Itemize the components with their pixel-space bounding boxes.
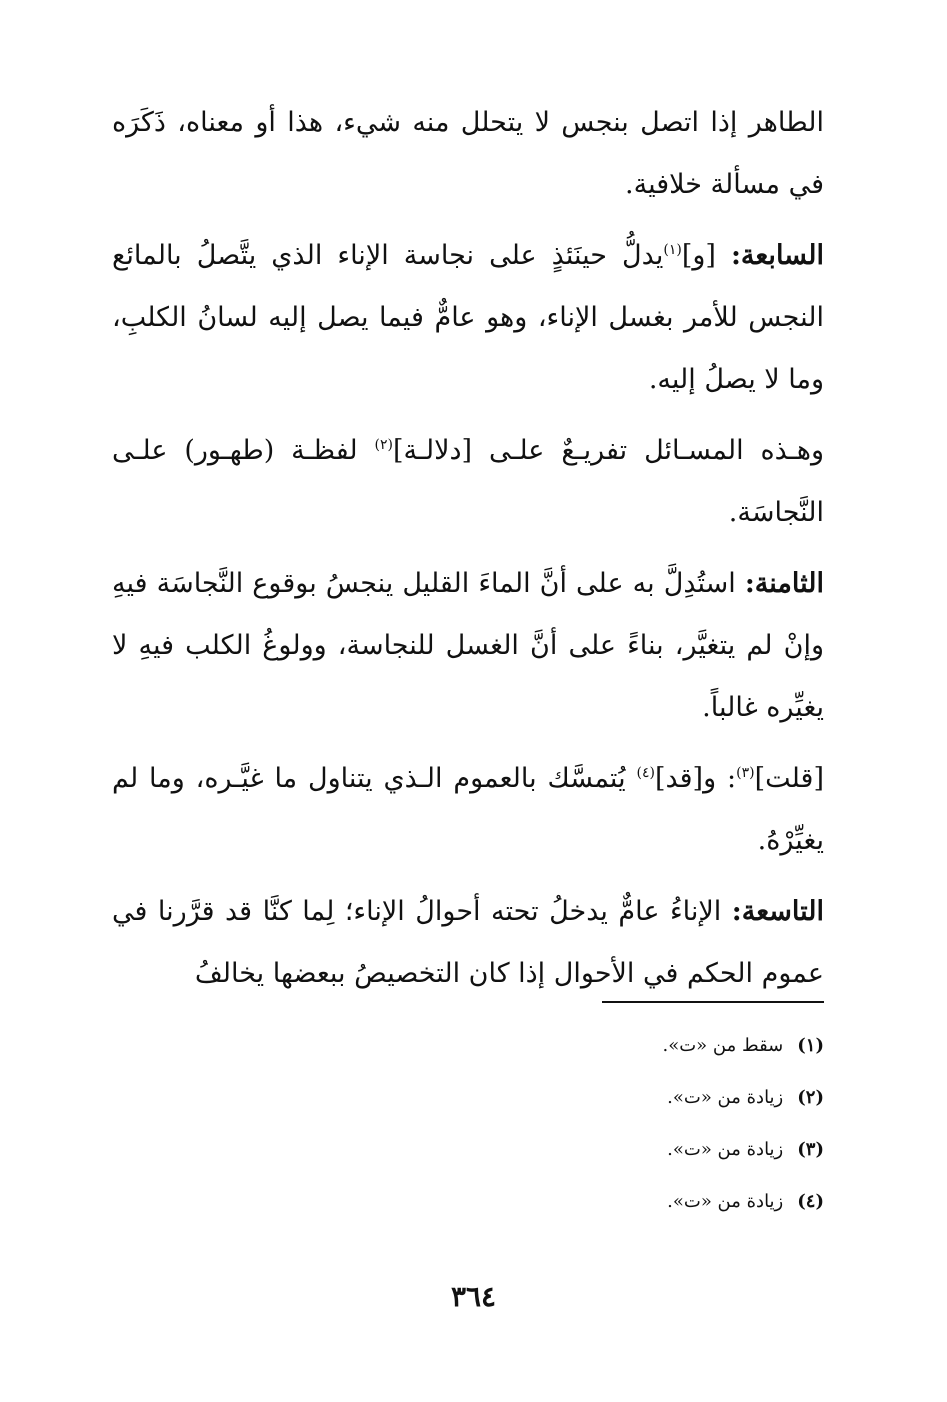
footnote-item <box>424 1176 824 1228</box>
footnote-ref[interactable]: (٤) <box>636 765 655 781</box>
paragraph-text: : و[قد] <box>654 763 737 794</box>
main-text <box>112 92 824 1014</box>
section-heading: الثامنة: <box>744 568 824 599</box>
section-heading: التاسعة: <box>731 896 824 927</box>
paragraph-4 <box>112 553 824 739</box>
paragraph-text: يُتمسَّك بالعموم الـذي يتناول ما غيَّـره، وما لم يغيِّرْهُ. <box>112 763 824 856</box>
footnote-separator <box>602 1001 824 1003</box>
footnote-text: زيادة من «ت». <box>667 1139 784 1160</box>
footnote-text: سقط من «ت». <box>662 1035 784 1056</box>
footnote-item <box>424 1020 824 1072</box>
footnote-ref[interactable]: (٢) <box>374 437 393 453</box>
paragraph-text: يدلُّ حينَئذٍ على نجاسة الإناء الذي يتَّصلُ بالمائع النجس للأمر بغسل الإناء، وهو عامٌّ فيما يصل إليه لسانُ الكلبِ، وما لا يصلُ إليه. <box>112 240 824 395</box>
footnote-item <box>424 1072 824 1124</box>
section-heading: السابعة: <box>730 240 824 271</box>
paragraph-1 <box>112 92 824 216</box>
paragraph-text: لفظـة (طهـور) علـى النَّجاسَة. <box>112 435 824 528</box>
paragraph-text: [و] <box>681 240 731 271</box>
footnote-ref[interactable]: (١) <box>663 242 682 258</box>
paragraph-6 <box>112 881 824 1005</box>
footnote-text: زيادة من «ت». <box>667 1087 784 1108</box>
paragraph-text: الإناءُ عامٌّ يدخلُ تحته أحوالُ الإناء؛ لِما كنَّا قد قرَّرنا في عموم الحكم في الأحوال إذا كان التخصيصُ ببعضها يخالفُ <box>112 896 824 989</box>
footnote-number: (١) <box>797 1035 824 1056</box>
footnotes <box>424 1020 824 1228</box>
footnote-number: (٣) <box>797 1139 824 1160</box>
footnote-ref[interactable]: (٣) <box>736 765 755 781</box>
footnote-text: زيادة من «ت». <box>667 1191 784 1212</box>
paragraph-text: [قلت] <box>754 763 824 794</box>
paragraph-text: وهـذه المسـائل تفريـعٌ علـى [دلالـة] <box>392 435 825 466</box>
paragraph-2 <box>112 225 824 411</box>
paragraph-3 <box>112 420 824 544</box>
footnote-number: (٤) <box>797 1191 824 1212</box>
footnote-item <box>424 1124 824 1176</box>
paragraph-text: الطاهر إذا اتصل بنجس لا يتحلل منه شيء، هذا أو معناه، ذَكَرَه في مسألة خلافية. <box>112 107 824 200</box>
paragraph-5 <box>112 748 824 872</box>
page-number: ٣٦٤ <box>450 1280 497 1313</box>
paragraph-text: استُدِلَّ به على أنَّ الماءَ القليل ينجسُ بوقوع النَّجاسَة فيهِ وإنْ لم يتغيَّر، بناءً على أنَّ الغسل للنجاسة، وولوغُ الكلب فيهِ لا يغيِّره غالباً. <box>112 568 824 723</box>
footnote-number: (٢) <box>797 1087 824 1108</box>
